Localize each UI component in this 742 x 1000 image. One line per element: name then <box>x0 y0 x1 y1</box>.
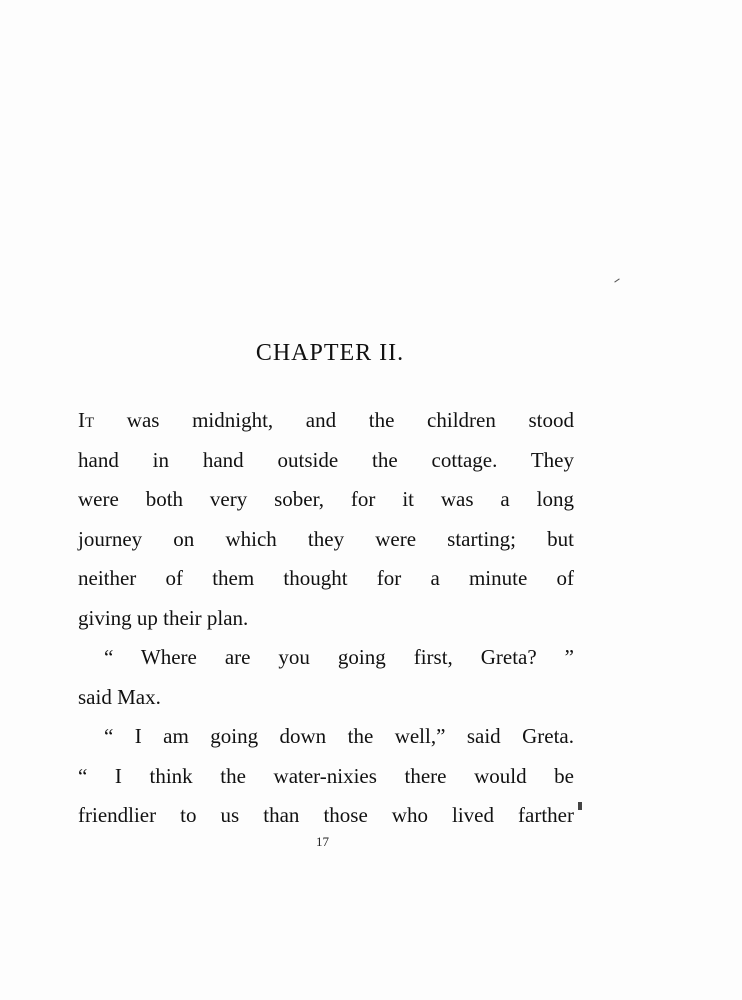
opening-word: It <box>78 408 95 432</box>
paragraph-1-line-5: neither of them thought for a minute of <box>78 566 574 590</box>
paragraph-1-line-1 <box>78 401 574 441</box>
paragraph-2-line-1: “ Where are you going first, Greta? ” <box>104 645 574 669</box>
paragraph-1-line-4: journey on which they were starting; but <box>78 526 574 551</box>
chapter-heading: CHAPTER II. <box>255 340 405 366</box>
paragraph-1-line-6: giving up their plan. <box>78 605 249 630</box>
paragraph-3-line-2: “ I think the water-nixies there would be <box>78 763 574 788</box>
body-text <box>78 401 574 836</box>
paper-speck <box>614 278 619 282</box>
paragraph-1-line-2: hand in hand outside the cottage. They <box>78 447 574 472</box>
paragraph-3-line-1: “ I am going down the well,” said Greta. <box>104 724 574 748</box>
paragraph-1-line-3: were both very sober, for it was a long <box>78 487 574 511</box>
page-number: 17 <box>316 834 329 849</box>
paper-speck <box>578 802 582 810</box>
paragraph-2-line-2: said Max. <box>78 684 161 709</box>
paragraph-1-line-1-rest: was midnight, and the children stood <box>94 408 574 432</box>
paragraph-3-line-3: friendlier to us than those who lived farther <box>78 803 574 827</box>
